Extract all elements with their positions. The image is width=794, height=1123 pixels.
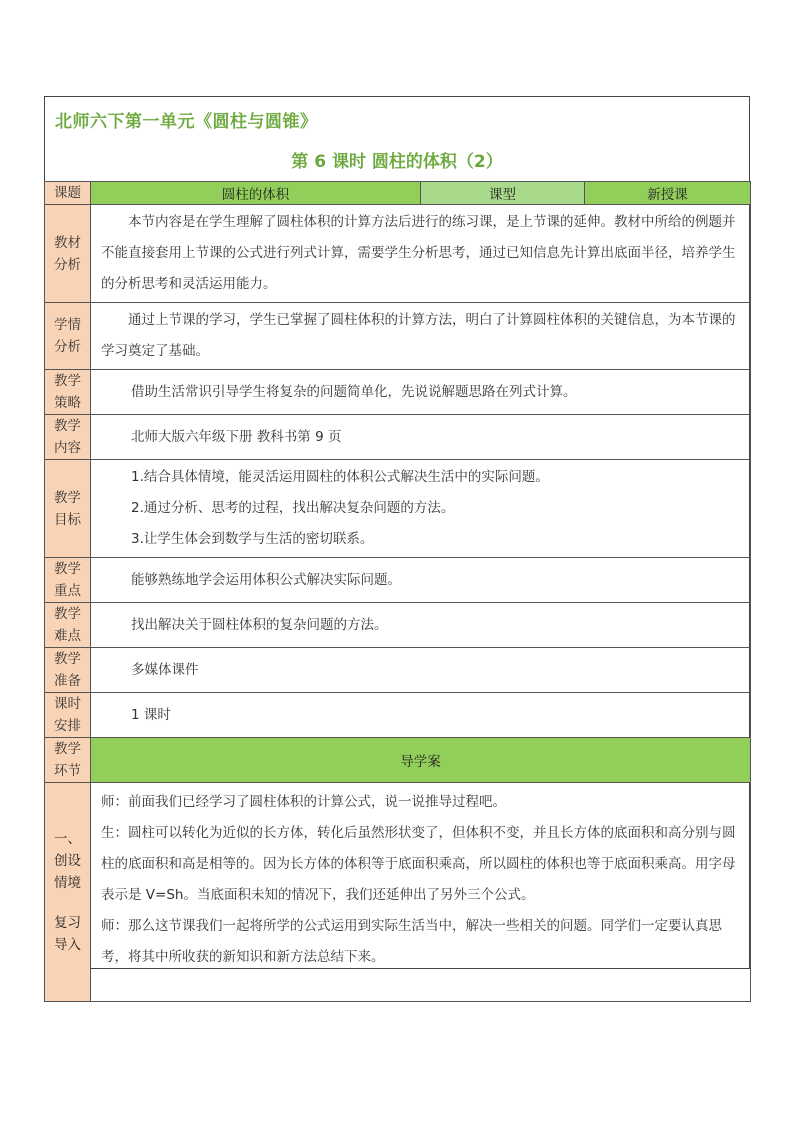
dialogue-paragraph: 师：前面我们已经学习了圆柱体积的计算公式，说一说推导过程吧。 bbox=[101, 794, 506, 810]
row-label-stage: 教学 环节 bbox=[45, 738, 91, 783]
row-label-schedule: 课时 安排 bbox=[45, 693, 91, 738]
row-label-prep: 教学 准备 bbox=[45, 648, 91, 693]
student-analysis-text: 通过上节课的学习，学生已掌握了圆柱体积的计算方法，明白了计算圆柱体积的关键信息，为本节课的学习奠定了基础。 bbox=[91, 303, 751, 370]
row-label-strategy: 教学 策略 bbox=[45, 370, 91, 415]
goal-item: 3.让学生体会到数学与生活的密切联系。 bbox=[131, 531, 374, 547]
type-label: 课型 bbox=[421, 182, 585, 205]
prep-text: 多媒体课件 bbox=[91, 648, 751, 693]
section1-body bbox=[91, 783, 751, 1002]
key-point-text: 能够熟练地学会运用体积公式解决实际问题。 bbox=[91, 558, 751, 603]
dialogue-paragraph: 生：圆柱可以转化为近似的长方体，转化后虽然形状变了，但体积不变，并且长方体的底面积和高分别与圆柱的底面积和高是相等的。因为长方体的体积等于底面积乘高，所以圆柱的体积也等于底面积乘高。用字母表示是 V=Sh。当底面积未知的情况下，我们还延伸出了另外三个公式。 bbox=[101, 825, 736, 903]
row-label-student: 学情 分析 bbox=[45, 303, 91, 370]
schedule-text: 1 课时 bbox=[91, 693, 751, 738]
section1-label: 一、 创设 情境 复习 导入 bbox=[45, 783, 91, 1002]
topic-label: 课题 bbox=[45, 182, 91, 205]
content-text: 北师大版六年级下册 教科书第 9 页 bbox=[91, 415, 751, 460]
type-value: 新授课 bbox=[585, 182, 751, 205]
difficulty-text: 找出解决关于圆柱体积的复杂问题的方法。 bbox=[91, 603, 751, 648]
row-label-difficulty: 教学 难点 bbox=[45, 603, 91, 648]
topic-value: 圆柱的体积 bbox=[91, 182, 421, 205]
row-label-content: 教学 内容 bbox=[45, 415, 91, 460]
lesson-title: 第 6 课时 圆柱的体积（2） bbox=[291, 152, 503, 172]
unit-title: 北师六下第一单元《圆柱与圆锥》 bbox=[55, 112, 318, 132]
stage-title: 导学案 bbox=[91, 738, 751, 783]
row-label-goals: 教学 目标 bbox=[45, 460, 91, 558]
goal-item: 2.通过分析、思考的过程，找出解决复杂问题的方法。 bbox=[131, 500, 455, 516]
textbook-analysis-text: 本节内容是在学生理解了圆柱体积的计算方法后进行的练习课，是上节课的延伸。教材中所给的例题并不能直接套用上节课的公式进行列式计算，需要学生分析思考，通过已知信息先计算出底面半径，培养学生的分析思考和灵活运用能力。 bbox=[91, 205, 751, 303]
strategy-text: 借助生活常识引导学生将复杂的问题简单化，先说说解题思路在列式计算。 bbox=[91, 370, 751, 415]
row-label-key: 教学 重点 bbox=[45, 558, 91, 603]
dialogue-paragraph: 师：那么这节课我们一起将所学的公式运用到实际生活当中，解决一些相关的问题。同学们一定要认真思考，将其中所收获的新知识和新方法总结下来。 bbox=[101, 918, 722, 965]
goals-list bbox=[91, 460, 751, 558]
goal-item: 1.结合具体情境，能灵活运用圆柱的体积公式解决生活中的实际问题。 bbox=[131, 469, 549, 485]
lesson-plan-sheet bbox=[44, 96, 750, 969]
row-label-analysis: 教材 分析 bbox=[45, 205, 91, 303]
lesson-table bbox=[44, 181, 751, 1002]
